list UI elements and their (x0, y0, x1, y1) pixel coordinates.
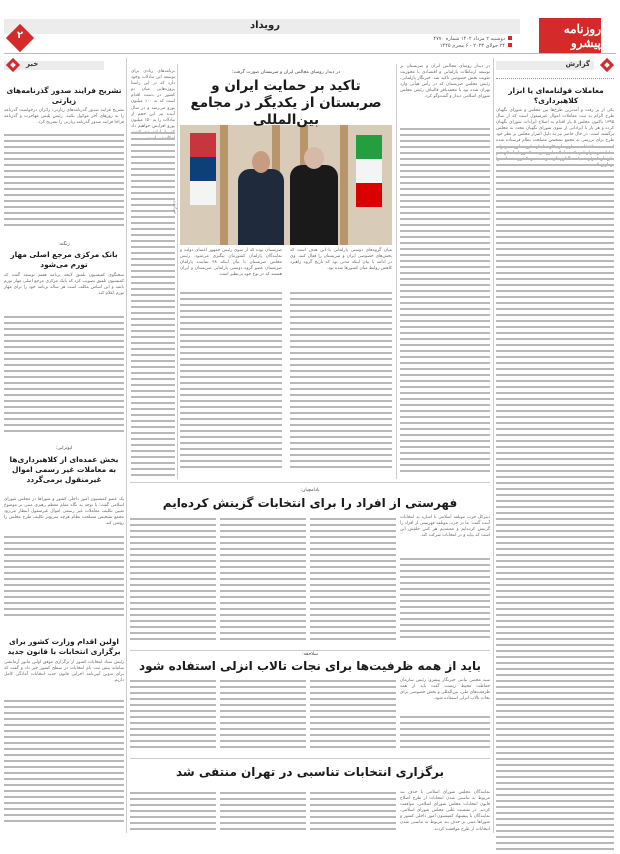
article-2-headline: فهرستی از افراد را برای انتخابات گزینش کرده‌ایم (162, 496, 458, 510)
page-number: ۲ (16, 30, 24, 41)
issue-line-2: ۲۴ جولای ۲۰۲۳ - ۶ محرم ۱۴۴۵ (439, 43, 505, 49)
dotted-divider (496, 78, 614, 79)
story-4-body-continued (4, 700, 124, 826)
story-3-body: یک عضو کمیسیون امور داخلی کشور و شوراها در مجلس شورای اسلامی گفت: با توجه به نگاه مقام معظم رهبری مبنی بر موضوع تعیین تکلیف معاملات غیر رسمی اموال غیرمنقول انتظار می‌رود مجمع تشخیص مصلحت نظام هرچه سریع‌تر تکلیف طرح مجلس را روشن کند. (4, 497, 124, 527)
article-divider (130, 650, 490, 651)
article-3-col-1 (400, 716, 490, 752)
issue-line-1: دوشنبه ۲ مرداد ۱۴۰۲ شماره ۴۷۷۰ (433, 36, 505, 42)
story-3-body-continued (4, 536, 124, 620)
main-body-left-continued (180, 292, 282, 472)
news-tag: خبر (26, 60, 39, 68)
story-4-body: رئیس ستاد انتخابات کشور از برگزاری موفق اولین مانور آزمایشی سامانه پیش ثبت نام انتخابات در سطح کشور خبر داد و گفت که برای تدوین آیین‌نامه اجرایی قانون جدید انتخابات آمادگی کامل داریم. (4, 660, 124, 684)
story-1-headline: تشریح فرایند صدور گذرنامه‌های زیارتی (6, 86, 122, 105)
article-3-headline: باید از همه ظرفیت‌ها برای نجات تالاب انزلی استفاده شود (139, 659, 481, 673)
article-divider (130, 482, 490, 483)
article-2-col-4 (130, 518, 216, 644)
report-body-continued (496, 146, 614, 854)
masthead (0, 0, 620, 55)
main-body-col-2: برنامه‌های زیادی برای توسعه این تبادلات وجود دارد که در این راستا پروژه‌هایی میان دو کشور در دست اقدام است که به ۱۰۰ میلیون یورو می‌رسد و در سال آینده نیز این حجم از تبادلات را به ۱۵۰ میلیون یورو افزایش خواهیم داد (131, 69, 176, 129)
report-tag-header (496, 58, 614, 72)
caption-right: میان گروه‌های دوستی پارلمانی با این هدف است که بخش‌های خصوصی ایران و صربستان را فعال کنند. وی در ادامه با بیان اینکه مدتی بود که تاریخ گروه راهبرد کاهش روابط میان کشورها شده بود. (290, 248, 392, 272)
caption-left: صربستان بوده که از سوی رئیس جمهور اعضای دولت و نمایندگان پارلمان کشورمان پیگیری می‌شود. رئیس مجلس صربستان با بیان اینکه ۲۸ نماینده پارلمان صربستان عضو گروه دوستی پارلمانی صربستان و ایران هستند که در نوع خود بی‌نظیر است. (180, 248, 282, 278)
main-headline: تاکید بر حمایت ایران و صربستان از یکدیگر در مجامع بین‌المللی (190, 78, 382, 128)
curtain (220, 125, 228, 245)
report-tag: گزارش (565, 60, 590, 68)
serbia-flag-icon (190, 133, 216, 205)
article-4-headline: برگزاری انتخابات تناسبی در تهران منتفی شد (175, 765, 445, 779)
person-right (290, 165, 338, 245)
article-2-body: دبیرکل حزب موتلفه اسلامی با اشاره به انتخابات آینده گفت: ما در حزب موتلفه فهرستی از افراد را گزینش کرده‌ایم و معتقدیم هر کس خلقش این است که بیاید و در انتخابات شرکت کند. (400, 515, 490, 539)
story-2-headline: بانک مرکزی مرجع اصلی مهار تورم می‌شود (10, 250, 118, 269)
article-4-body: نمایندگان مجلس شورای اسلامی با حذف بند مربوط به تناسبی شدن انتخابات از طرح اصلاح قانون انتخابات مجلس شورای اسلامی، موافقت کردند. در نشست علنی مجلس شورای اسلامی، نمایندگان با پیشنهاد کمیسیون امور داخلی کشور و شوراها مبنی بر حذف بند مربوط به تناسبی شدن انتخابات از طرح موافقت کردند. (400, 790, 490, 832)
header-rule (4, 53, 616, 54)
article-3-col-4 (130, 680, 216, 752)
article-3-body: سید مجتبی نیابتی خبرنگار پیشرو: رئیس سازمان حفاظت محیط زیست گفت باید از همه ظرفیت‌های ملی، بین‌المللی و بخش خصوصی برای نجات تالاب انزلی استفاده شود. (400, 678, 490, 702)
story-3-kicker: ابوترابی: (55, 446, 73, 451)
curtain (340, 125, 348, 245)
person-right-head (304, 147, 324, 169)
square-bullet-icon (508, 36, 512, 40)
column-divider (177, 64, 178, 479)
article-divider (130, 758, 490, 759)
article-3-kicker: سلاجقه: (302, 652, 318, 657)
story-2-body: سخنگوی کمیسیون تلفیق لایحه برنامه هفتم توسعه گفت که کمیسیون تلفیق تصویب کرد که بانک مرکزی مرجع اصلی مهار تورم باشد و این اساس مکلف است هر ساله برنامه خود را برای مهار تورم اعلام کند. (4, 273, 124, 297)
article-4-col-2 (310, 792, 396, 834)
story-2-body-continued (4, 316, 124, 436)
column-divider (396, 64, 397, 479)
diamond-arrow-icon (600, 58, 614, 72)
square-bullet-icon (508, 43, 512, 47)
main-body-col-1-continued (400, 128, 490, 476)
story-3-headline: بخش عمده‌ای از کلاهبرداری‌ها به معاملات غیر رسمی اموال غیرمنقول برمی‌گردد (9, 455, 119, 484)
story-1-body-continued (4, 134, 124, 230)
article-2-col-1 (400, 558, 490, 642)
story-1-body: تشریح فرایند صدور گذرنامه‌های زیارتی: زائران درخواست گذرنامه را به روزهای آخر موکول نکنند. رئیس پلیس مهاجرت و گذرنامه فراجا فرایند صدور گذرنامه زیارتی را تشریح کرد. (4, 108, 124, 126)
main-body-col-1: در دیدار روسای مجالس ایران و صربستان بر توسعه ارتباطات پارلمانی و اقتصادی با محوریت تقویت بخش خصوصی تاکید شد. خبرنگار پارلمانی، رئیس مجلس صربستان که در رأس هیأتی وارد تهران شده بود با محمدباقر قالیباف رئیس مجلس شورای اسلامی دیدار و گفت‌وگو کرد. (400, 64, 490, 100)
story-2-kicker: زنگنه: (58, 242, 70, 247)
issue-info (433, 36, 512, 50)
article-2-col-2 (310, 518, 396, 644)
news-photo-speakers-handshake (180, 125, 392, 245)
news-tag-header (4, 58, 124, 72)
column-divider (493, 58, 494, 833)
person-left (238, 169, 284, 245)
article-2-kicker: بادامچیان: (300, 488, 320, 493)
article-4-col-4 (130, 792, 216, 834)
iran-flag-icon (356, 135, 382, 207)
report-headline: معاملات قولنامه‌ای یا ابزار کلاهبرداری؟ (508, 86, 604, 105)
report-body: یکی از پر رفت و آمدترین طرح‌ها بین مجلس و شورای نگهبان طرح الزام به ثبت معاملات اموال غیرمنقول است که از سال ۱۳۹۵ تاکنون مجلس ۵ بار اقدام به اصلاح ایرادات شورای نگهبان کرده و هر بار با ایراداتی از سوی شورای نگهبان مجدد به مجلس برگشته است. در حال حاضر نیز به دلیل اصرار مجلس بر نظر خود طرح برای بررسی به مجمع تشخیص مصلحت نظام فرستاده شده (496, 108, 614, 144)
photo-credit: خبرگزاری (173, 200, 177, 215)
story-4-headline: اولین اقدام وزارت کشور برای برگزاری انتخابات با قانون جدید (7, 637, 121, 656)
article-3-col-3 (220, 680, 306, 752)
main-body-col-2-continued (131, 132, 175, 480)
newspaper-logo: روزنامه پیشرو (539, 18, 601, 54)
column-divider (126, 58, 127, 833)
section-title: رویداد (249, 20, 281, 31)
article-3-col-2 (310, 680, 396, 752)
person-left-head (252, 151, 270, 173)
main-kicker: در دیدار روسای مجالس ایران و صربستان صورت گرفت: (231, 70, 341, 75)
article-2-col-3 (220, 518, 306, 644)
article-4-col-3 (220, 792, 306, 834)
main-body-right-continued (290, 292, 392, 472)
